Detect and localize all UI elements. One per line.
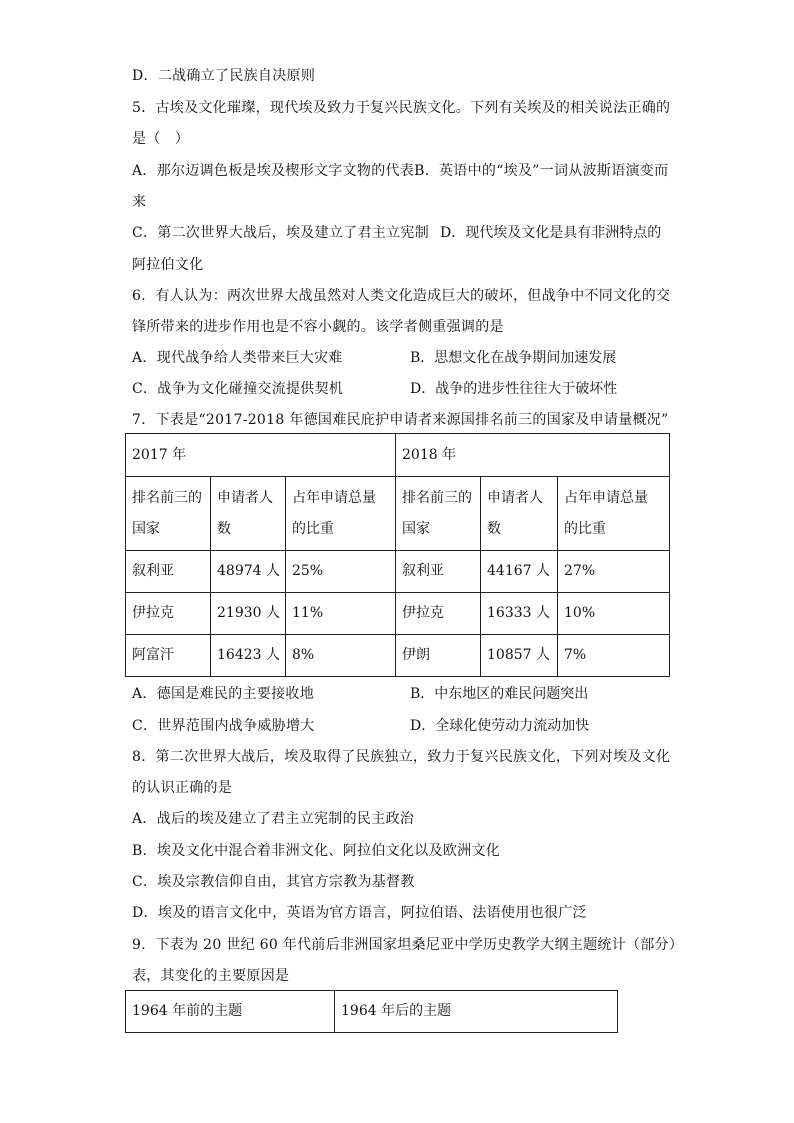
table-cell: 44167 人 <box>481 551 558 593</box>
q8-stem-line1: 8．第二次世界大战后，埃及取得了民族独立，致力于复兴民族文化，下列对埃及文化 <box>132 749 671 765</box>
table-cell: 叙利亚 <box>126 551 211 593</box>
table-cell: 伊拉克 <box>396 593 481 635</box>
q7-header-country-2018 <box>396 477 481 551</box>
table-cell: 叙利亚 <box>396 551 481 593</box>
q5-option-d-line1: D．现代埃及文化是具有非洲特点的 <box>440 225 662 241</box>
q6-option-c: C．战争为文化碰撞交流提供契机 <box>132 381 344 397</box>
q7-table-header-row <box>126 477 670 551</box>
header-line: 国家 <box>402 520 431 537</box>
q7-option-d: D．全球化使劳动力流动加快 <box>410 718 590 734</box>
q7-header-applicants-2018 <box>481 477 558 551</box>
header-line: 的比重 <box>564 520 607 537</box>
q8-option-b: B．埃及文化中混合着非洲文化、阿拉伯文化以及欧洲文化 <box>132 843 501 859</box>
header-line: 排名前三的 <box>132 489 202 506</box>
q9-stem-line1: 9．下表为 20 世纪 60 年代前后非洲国家坦桑尼亚中学历史教学大纲主题统计（部分） <box>132 937 684 953</box>
header-line: 排名前三的 <box>402 489 473 506</box>
q7-header-applicants-2017 <box>211 477 286 551</box>
header-line: 的比重 <box>292 520 334 537</box>
header-line: 申请者人 <box>487 489 544 506</box>
table-row <box>126 593 670 635</box>
table-cell: 21930 人 <box>211 593 286 635</box>
q7-header-country-2017 <box>126 477 211 551</box>
q6-option-d: D．战争的进步性往往大于破坏性 <box>410 381 618 397</box>
table-cell: 16423 人 <box>211 635 286 677</box>
table-cell: 阿富汗 <box>126 635 211 677</box>
table-cell: 伊拉克 <box>126 593 211 635</box>
q6-option-a: A．现代战争给人类带来巨大灾难 <box>132 350 343 366</box>
q7-header-share-2018 <box>558 477 670 551</box>
q8-option-a: A．战后的埃及建立了君主立宪制的民主政治 <box>132 811 415 827</box>
q8-option-c: C．埃及宗教信仰自由，其官方宗教为基督教 <box>132 874 415 890</box>
q9-stem-line2: 表，其变化的主要原因是 <box>132 968 290 984</box>
q5-options-ab-line2: 来 <box>132 194 147 210</box>
q9-header-before-1964: 1964 年前的主题 <box>126 991 335 1033</box>
q7-table-year-row <box>126 434 670 477</box>
q8-stem-line2: 的认识正确的是 <box>132 780 233 796</box>
header-line: 数 <box>487 520 502 537</box>
q7-stem: 7．下表是“2017-2018 年德国难民庇护申请者来源国排名前三的国家及申请量概况” <box>132 412 669 428</box>
q9-header-after-1964: 1964 年后的主题 <box>335 991 618 1033</box>
q5-stem-line1: 5．古埃及文化璀璨，现代埃及致力于复兴民族文化。下列有关埃及的相关说法正确的 <box>132 100 671 116</box>
q5-options-ab-line1: A．那尔迈调色板是埃及楔形文字文物的代表B．英语中的“埃及”一词从波斯语演变而 <box>132 163 669 179</box>
q7-header-share-2017 <box>286 477 396 551</box>
table-cell: 10% <box>558 593 670 635</box>
q6-stem-line1: 6．有人认为：两次世界大战虽然对人类文化造成巨大的破坏，但战争中不同文化的交 <box>132 288 671 304</box>
q5-option-d-line2: 阿拉伯文化 <box>132 257 204 273</box>
q7-table <box>125 433 670 677</box>
header-line: 占年申请总量 <box>292 489 376 506</box>
table-cell: 27% <box>558 551 670 593</box>
q7-year-2018: 2018 年 <box>396 434 670 477</box>
q5-option-c: C．第二次世界大战后，埃及建立了君主立宪制 <box>132 225 430 241</box>
table-row <box>126 991 618 1033</box>
q5-stem-line2: 是（ ） <box>132 131 190 147</box>
table-cell: 伊朗 <box>396 635 481 677</box>
q7-option-b: B．中东地区的难民问题突出 <box>410 686 589 702</box>
table-cell: 25% <box>286 551 396 593</box>
table-cell: 48974 人 <box>211 551 286 593</box>
header-line: 国家 <box>132 520 160 537</box>
header-line: 数 <box>217 520 231 537</box>
table-cell: 11% <box>286 593 396 635</box>
q7-option-a: A．德国是难民的主要接收地 <box>132 686 315 702</box>
q6-stem-line2: 锋所带来的进步作用也是不容小觑的。该学者侧重强调的是 <box>132 319 504 335</box>
table-cell: 10857 人 <box>481 635 558 677</box>
table-cell: 7% <box>558 635 670 677</box>
header-line: 占年申请总量 <box>564 489 649 506</box>
table-cell: 16333 人 <box>481 593 558 635</box>
table-cell: 8% <box>286 635 396 677</box>
header-line: 申请者人 <box>217 489 273 506</box>
q9-table <box>125 990 618 1033</box>
table-row <box>126 551 670 593</box>
table-row <box>126 635 670 677</box>
q7-year-2017: 2017 年 <box>126 434 396 477</box>
q6-option-b: B．思想文化在战争期间加速发展 <box>410 350 617 366</box>
q4-option-d: D．二战确立了民族自决原则 <box>132 68 316 84</box>
q8-option-d: D．埃及的语言文化中，英语为官方语言，阿拉伯语、法语使用也很广泛 <box>132 905 587 921</box>
q7-option-c: C．世界范围内战争威胁增大 <box>132 718 315 734</box>
